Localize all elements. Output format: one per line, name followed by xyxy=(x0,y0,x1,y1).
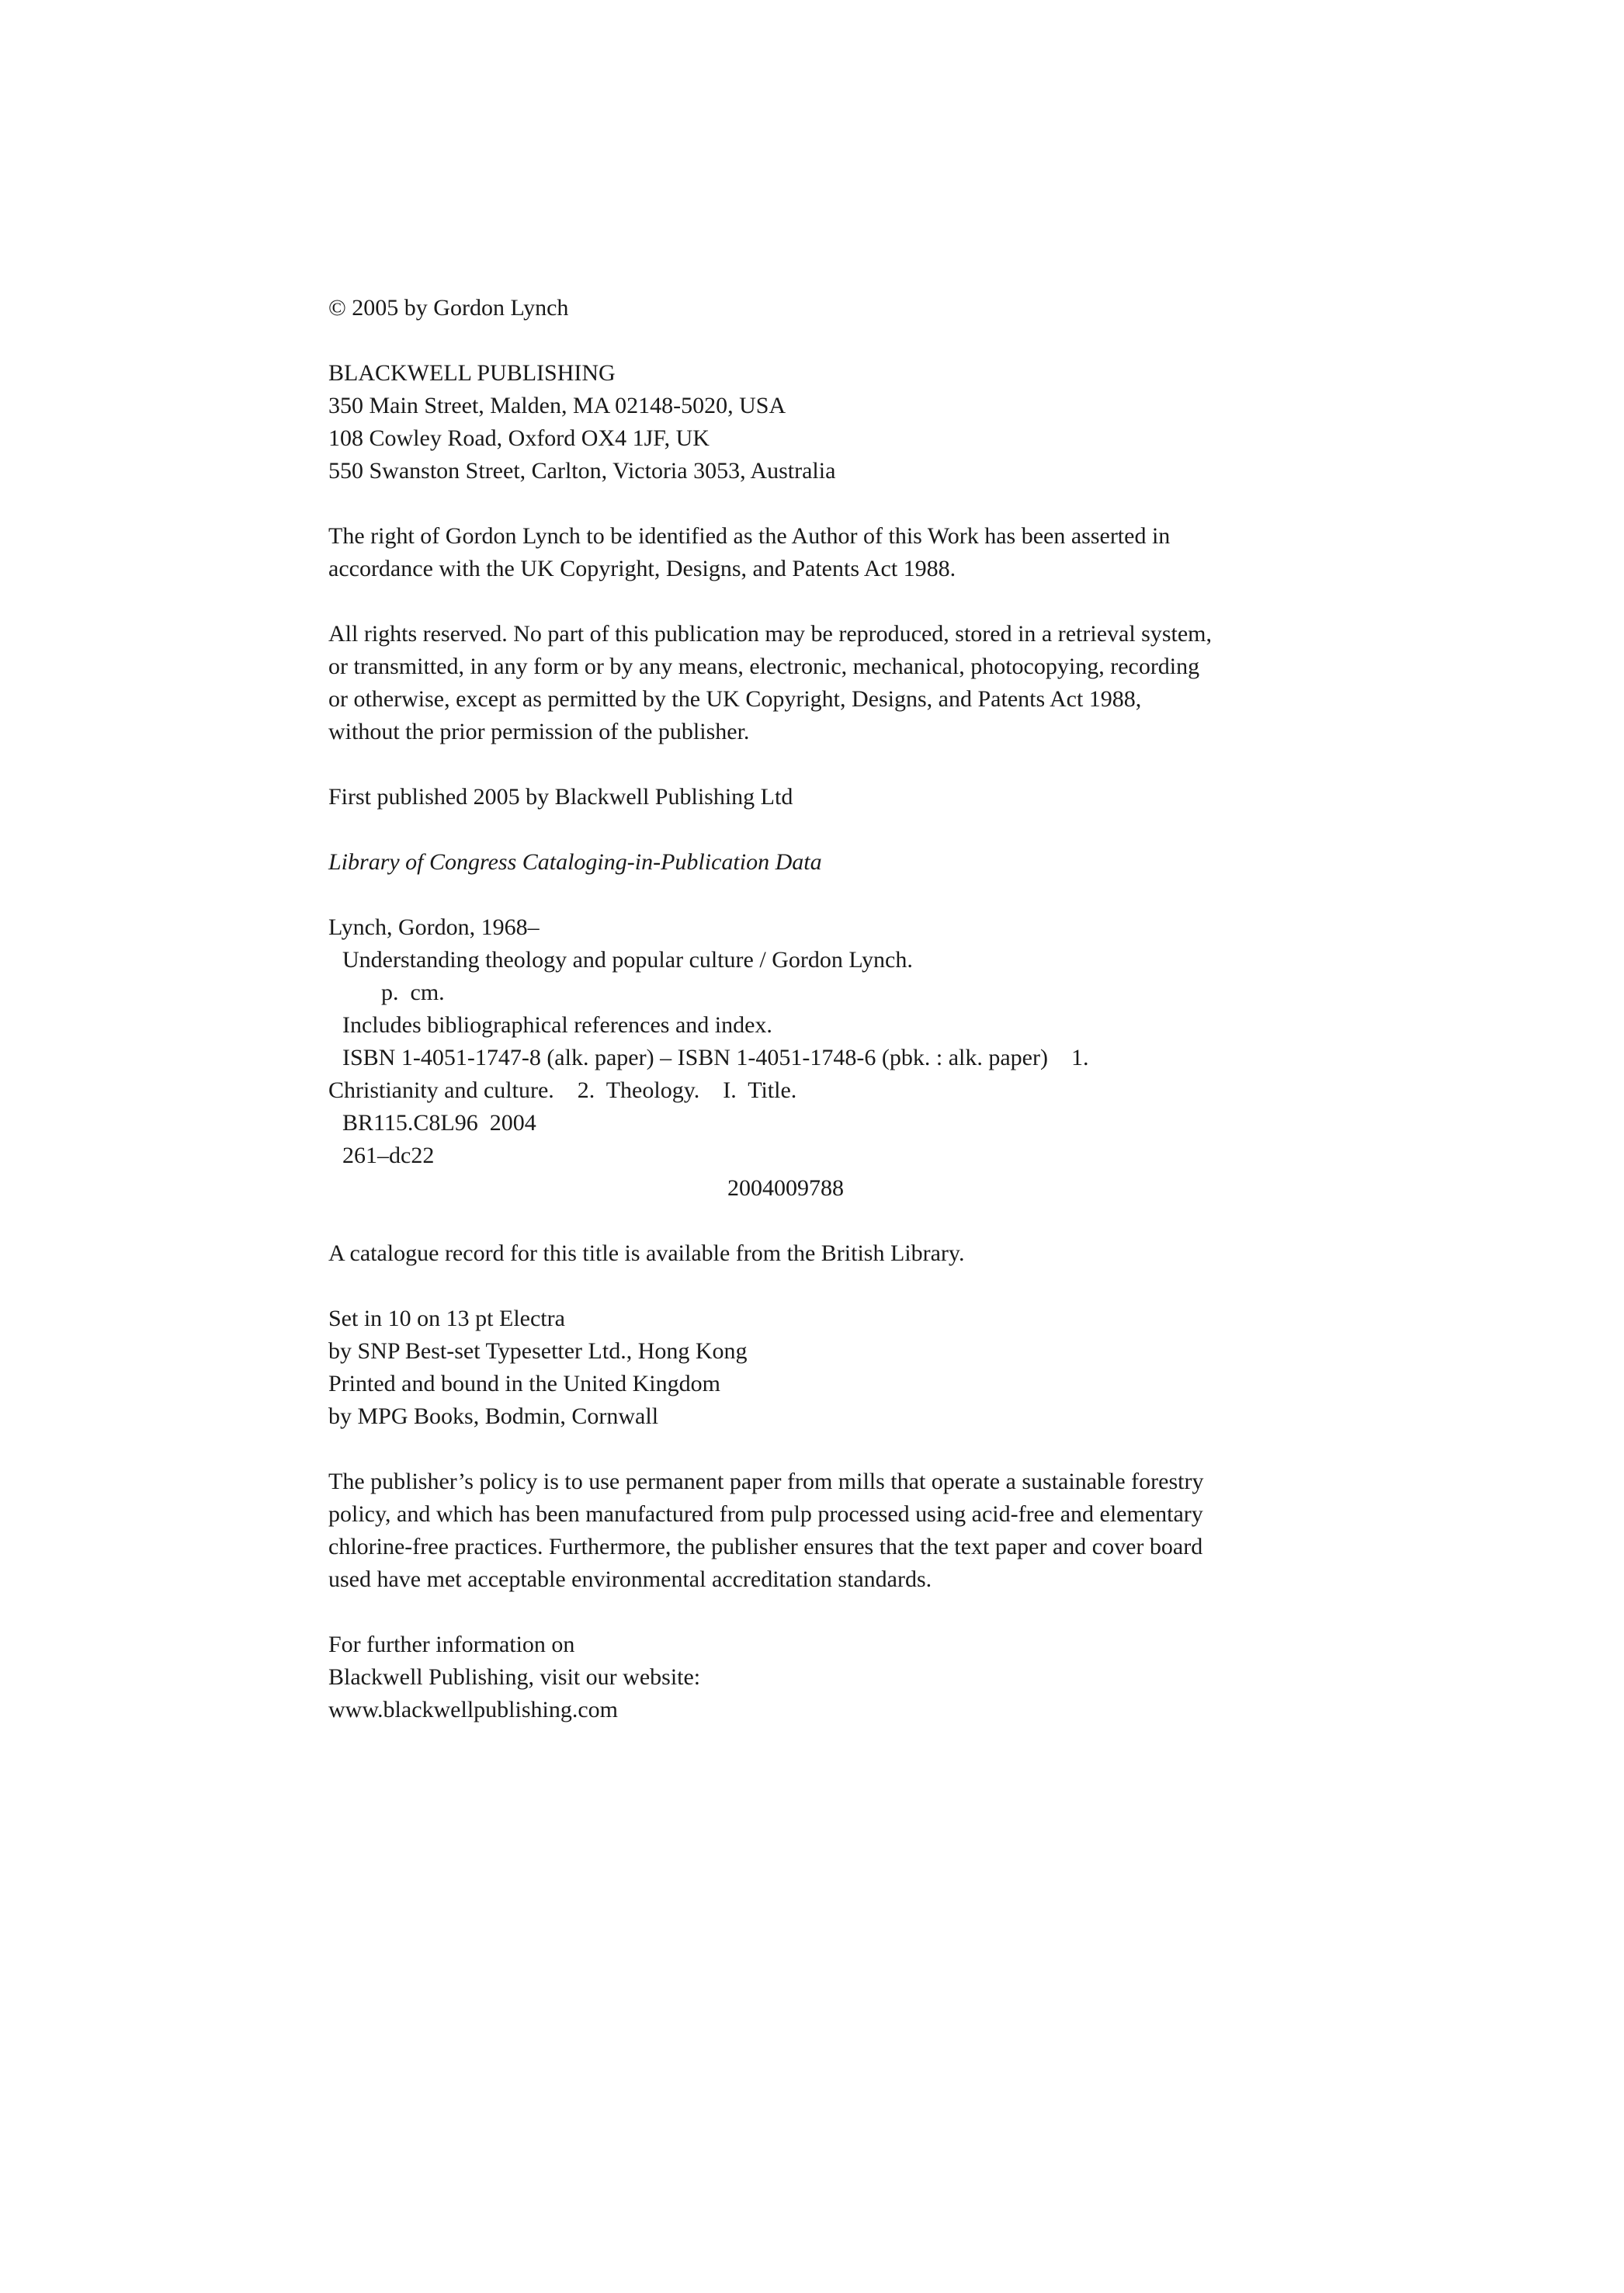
cip-includes: Includes bibliographical references and index. xyxy=(342,1012,772,1038)
copyright-text-block xyxy=(328,292,1415,1726)
cip-title: Understanding theology and popular culture / Gordon Lynch. xyxy=(342,947,913,973)
catalogue-record: A catalogue record for this title is available from the British Library. xyxy=(328,1240,965,1266)
spacer xyxy=(328,585,1415,618)
cip-isbn: ISBN 1-4051-1747-8 (alk. paper) – ISBN 1-4051-1748-6 (pbk. : alk. paper) 1. xyxy=(342,1045,1089,1070)
spacer xyxy=(328,1433,1415,1466)
publisher-name: BLACKWELL PUBLISHING xyxy=(328,360,616,386)
reserved-statement-line: All rights reserved. No part of this publication may be reproduced, stored in a retrieval system, xyxy=(328,621,1213,647)
cip-heading: Library of Congress Cataloging-in-Publication Data xyxy=(328,849,822,875)
spacer xyxy=(328,813,1415,846)
paper-policy-line: used have met acceptable environmental accreditation standards. xyxy=(328,1566,932,1592)
reserved-statement-line: without the prior permission of the publisher. xyxy=(328,719,750,744)
cip-author: Lynch, Gordon, 1968– xyxy=(328,914,540,940)
spacer xyxy=(328,1596,1415,1629)
further-info-line: Blackwell Publishing, visit our website: xyxy=(328,1664,701,1690)
publisher-address-australia: 550 Swanston Street, Carlton, Victoria 3053, Australia xyxy=(328,458,836,484)
spacer xyxy=(328,879,1415,911)
spacer xyxy=(328,324,1415,357)
paper-policy-line: policy, and which has been manufactured from pulp processed using acid-free and elementary xyxy=(328,1501,1203,1527)
cip-lccn: 2004009788 xyxy=(727,1175,844,1201)
reserved-statement-line: or otherwise, except as permitted by the UK Copyright, Designs, and Patents Act 1988, xyxy=(328,686,1142,712)
cip-subjects: Christianity and culture. 2. Theology. I. Title. xyxy=(328,1077,797,1103)
cip-call-number: BR115.C8L96 2004 xyxy=(342,1110,536,1136)
production-line: by MPG Books, Bodmin, Cornwall xyxy=(328,1403,659,1429)
website-url: www.blackwellpublishing.com xyxy=(328,1697,618,1722)
further-info-line: For further information on xyxy=(328,1632,575,1657)
rights-statement-line: The right of Gordon Lynch to be identified as the Author of this Work has been asserted in xyxy=(328,523,1171,549)
production-line: Printed and bound in the United Kingdom xyxy=(328,1371,720,1396)
spacer xyxy=(328,748,1415,781)
first-published: First published 2005 by Blackwell Publishing Ltd xyxy=(328,784,793,810)
spacer xyxy=(328,1270,1415,1303)
publisher-address-uk: 108 Cowley Road, Oxford OX4 1JF, UK xyxy=(328,425,710,451)
cip-pages: p. cm. xyxy=(381,980,445,1005)
cip-dewey: 261–dc22 xyxy=(342,1143,435,1168)
reserved-statement-line: or transmitted, in any form or by any means, electronic, mechanical, photocopying, recording xyxy=(328,654,1200,679)
publisher-address-usa: 350 Main Street, Malden, MA 02148-5020, USA xyxy=(328,393,786,418)
spacer xyxy=(328,1205,1415,1237)
spacer xyxy=(328,487,1415,520)
production-line: Set in 10 on 13 pt Electra xyxy=(328,1306,565,1331)
paper-policy-line: The publisher’s policy is to use permanent paper from mills that operate a sustainable forestry xyxy=(328,1469,1204,1494)
paper-policy-line: chlorine-free practices. Furthermore, the publisher ensures that the text paper and cover board xyxy=(328,1534,1203,1559)
rights-statement-line: accordance with the UK Copyright, Designs, and Patents Act 1988. xyxy=(328,556,956,581)
production-line: by SNP Best-set Typesetter Ltd., Hong Kong xyxy=(328,1338,748,1364)
copyright-line: © 2005 by Gordon Lynch xyxy=(328,295,569,321)
